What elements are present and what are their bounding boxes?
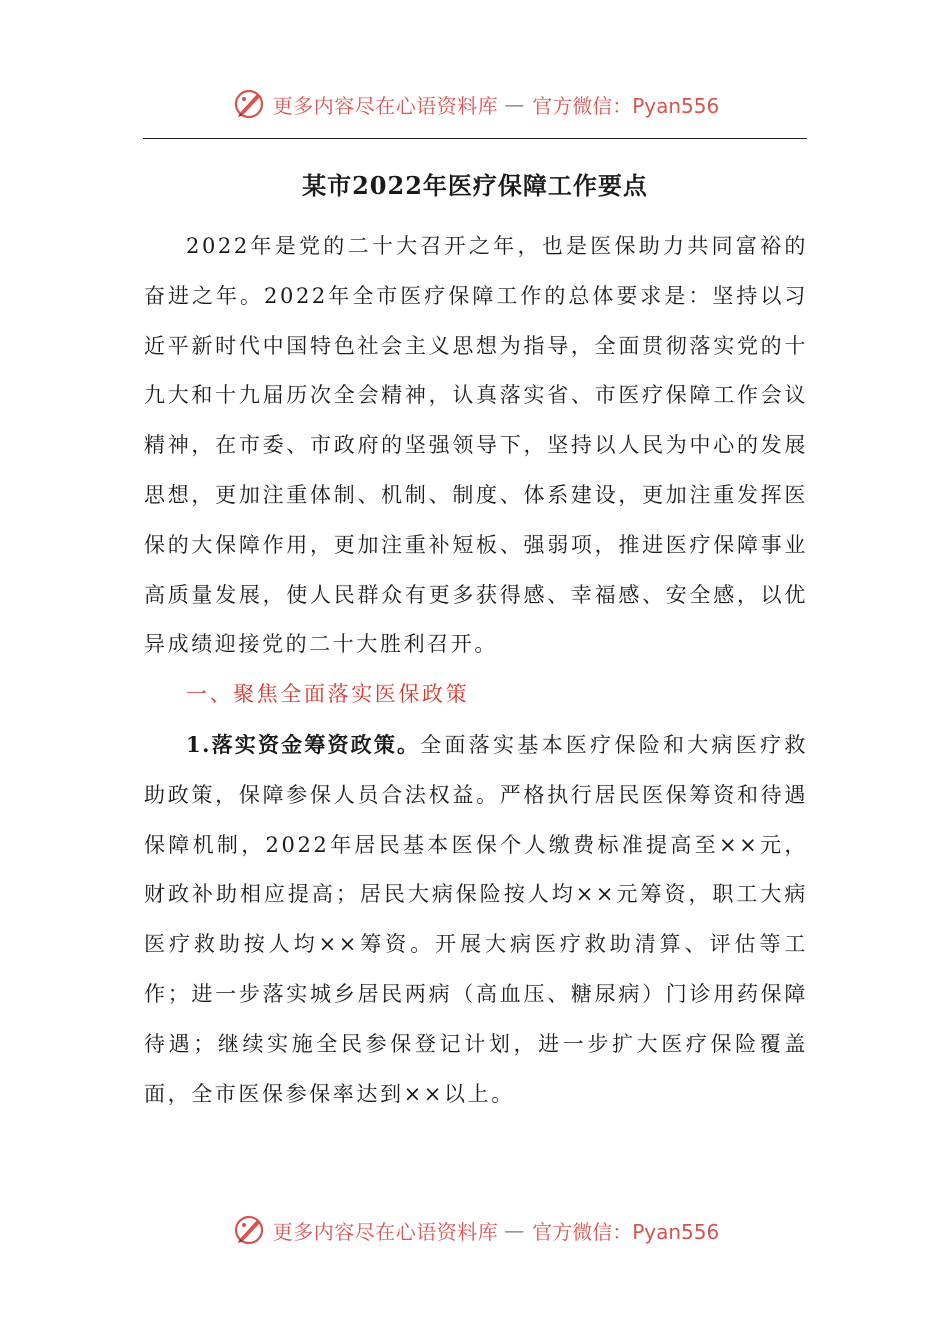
header-contact: 官方微信：Pyan556 [532, 93, 720, 118]
header-rule [143, 138, 807, 139]
header-banner [0, 82, 950, 126]
footer-contact: 官方微信：Pyan556 [532, 1219, 720, 1244]
pen-logo-icon [231, 1212, 267, 1248]
intro-paragraph: 2022年是党的二十大召开之年，也是医保助力共同富裕的奋进之年。2022年全市医疗保障工作的总体要求是：坚持以习近平新时代中国特色社会主义思想为指导，全面贯彻落实党的十九大和十九届历次全会精神，认真落实省、市医疗保障工作会议精神，在市委、市政府的坚强领导下，坚持以人民为中心的发展思想，更加注重体制、机制、制度、体系建设，更加注重发挥医保的大保障作用，更加注重补短板、强弱项，推进医疗保障事业高质量发展，使人民群众有更多获得感、幸福感、安全感，以优异成绩迎接党的二十大胜利召开。 [144, 234, 808, 657]
pen-logo-icon [231, 86, 267, 122]
item-body: 全面落实基本医疗保险和大病医疗救助政策，保障参保人员合法权益。严格执行居民医保筹资和待遇保障机制，2022年居民基本医保个人缴费标准提高至××元，财政补助相应提高；居民大病保险按人均××元筹资，职工大病医疗救助按人均××筹资。开展大病医疗救助清算、评估等工作；进一步落实城乡居民两病（高血压、糖尿病）门诊用药保障待遇；继续实施全民参保登记计划，进一步扩大医疗保险覆盖面，全市医保参保率达到××以上。 [144, 732, 808, 1106]
header-separator: — [504, 92, 527, 116]
item-lead: 1.落实资金筹资政策。 [186, 731, 421, 757]
header-banner-text: 更多内容尽在心语资料库 [272, 93, 499, 118]
item-paragraph [144, 720, 808, 1119]
footer-banner-text: 更多内容尽在心语资料库 [272, 1219, 499, 1244]
document-title: 某市2022年医疗保障工作要点 [302, 171, 648, 200]
document-body [144, 222, 808, 1119]
section-heading: 一、聚焦全面落实医保政策 [186, 682, 470, 707]
footer-separator: — [504, 1218, 527, 1242]
footer-banner [0, 1208, 950, 1252]
